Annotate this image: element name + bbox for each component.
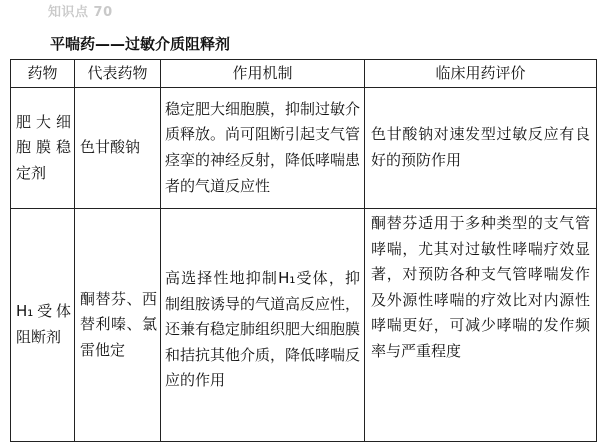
cell-evaluation: 酮替芬适用于多种类型的支气管哮喘，尤其对过敏性哮喘疗效显著，对预防各种支气管哮喘发作及外源性哮喘的疗效比对内源性哮喘更好，可减少哮喘的发作频率与严重程度 <box>365 209 597 442</box>
cell-drug: H₁受体阻断剂 <box>11 209 75 442</box>
table-row <box>11 209 597 442</box>
header-representative: 代表药物 <box>75 60 161 88</box>
header-mechanism: 作用机制 <box>161 60 365 88</box>
header-evaluation: 临床用药评价 <box>365 60 597 88</box>
table-header-row <box>11 60 597 88</box>
cell-drug: 肥大细胞膜稳定剂 <box>11 88 75 209</box>
cell-mechanism: 高选择性地抑制H₁受体，抑制组胺诱导的气道高反应性，还兼有稳定肺组织肥大细胞膜和拮抗其他介质，降低哮喘反应的作用 <box>161 209 365 442</box>
header-drug: 药物 <box>11 60 75 88</box>
table-row <box>11 88 597 209</box>
drug-table <box>10 59 597 442</box>
cell-representative: 色甘酸钠 <box>75 88 161 209</box>
cell-mechanism: 稳定肥大细胞膜，抑制过敏介质释放。尚可阻断引起支气管痉挛的神经反射，降低哮喘患者的气道反应性 <box>161 88 365 209</box>
table-title: 平喘药——过敏介质阻释剂 <box>50 35 231 53</box>
cell-representative: 酮替芬、西替利嗪、氯雷他定 <box>75 209 161 442</box>
knowledge-point-label: 知识点 70 <box>48 5 113 20</box>
cell-evaluation: 色甘酸钠对速发型过敏反应有良好的预防作用 <box>365 88 597 209</box>
